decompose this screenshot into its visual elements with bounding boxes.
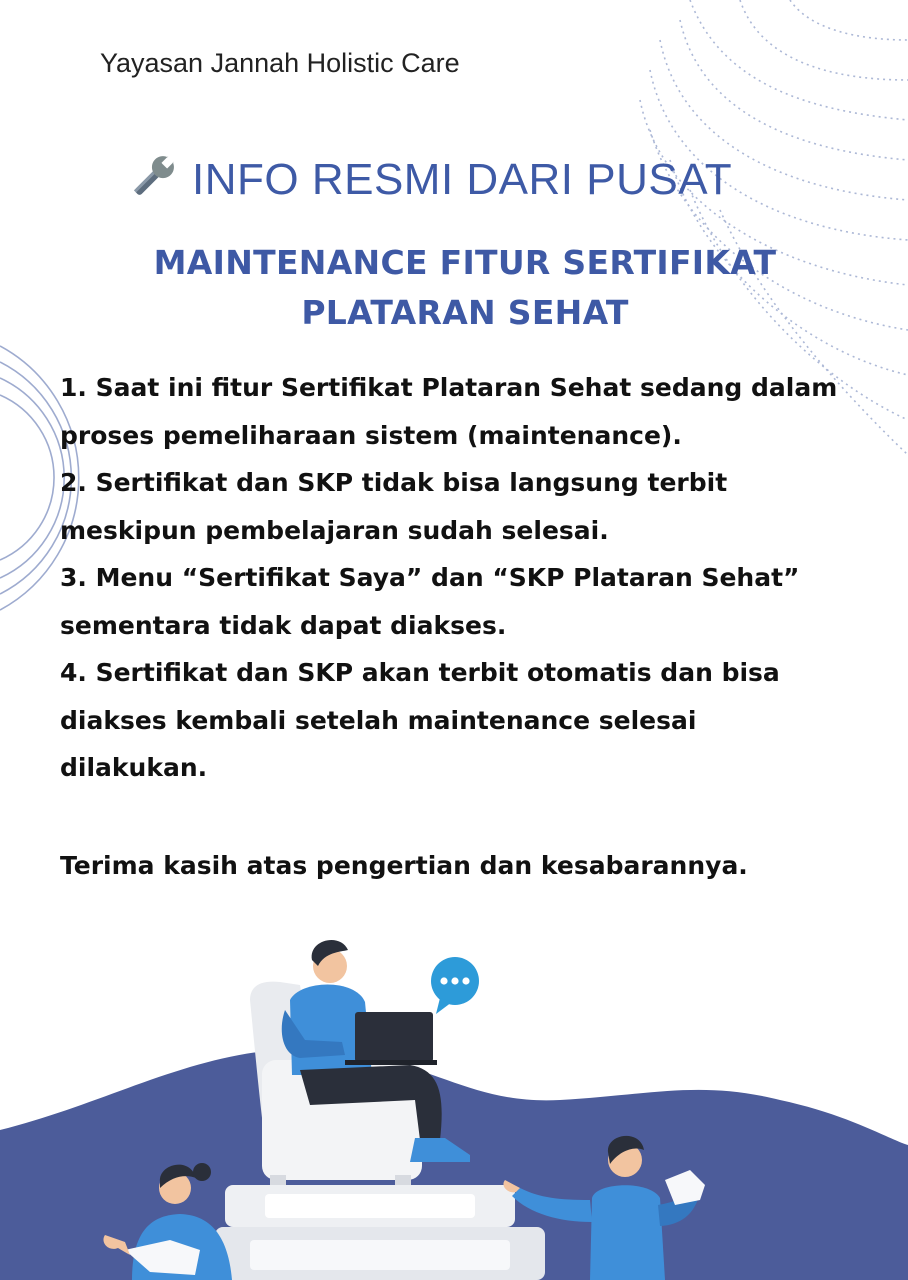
headline (128, 152, 768, 205)
point-1: 1. Saat ini fitur Sertifikat Plataran Sehat sedang dalam proses pemeliharaan sistem (maintenance). (60, 373, 838, 450)
subheadline-line-1: MAINTENANCE FITUR SERTIFIKAT (153, 243, 777, 282)
organization-name: Yayasan Jannah Holistic Care (100, 48, 460, 78)
people-learning-illustration (0, 930, 908, 1280)
maintenance-points (60, 364, 850, 792)
point-3: 3. Menu “Sertifikat Saya” dan “SKP Plataran Sehat” sementara tidak dapat diakses. (60, 563, 800, 640)
headline-text: INFO RESMI DARI PUSAT (192, 155, 733, 204)
point-4: 4. Sertifikat dan SKP akan terbit otomatis dan bisa diakses kembali setelah maintenance selesai dilakukan. (60, 658, 780, 782)
subheadline (100, 238, 830, 338)
book-stack (215, 1185, 545, 1280)
closing-message: Terima kasih atas pengertian dan kesabarannya. (60, 851, 748, 880)
subheadline-line-2: PLATARAN SEHAT (301, 293, 629, 332)
chat-bubble-icon (431, 957, 479, 1014)
point-2: 2. Sertifikat dan SKP tidak bisa langsung terbit meskipun pembelajaran sudah selesai. (60, 468, 728, 545)
wrench-icon (128, 152, 178, 202)
